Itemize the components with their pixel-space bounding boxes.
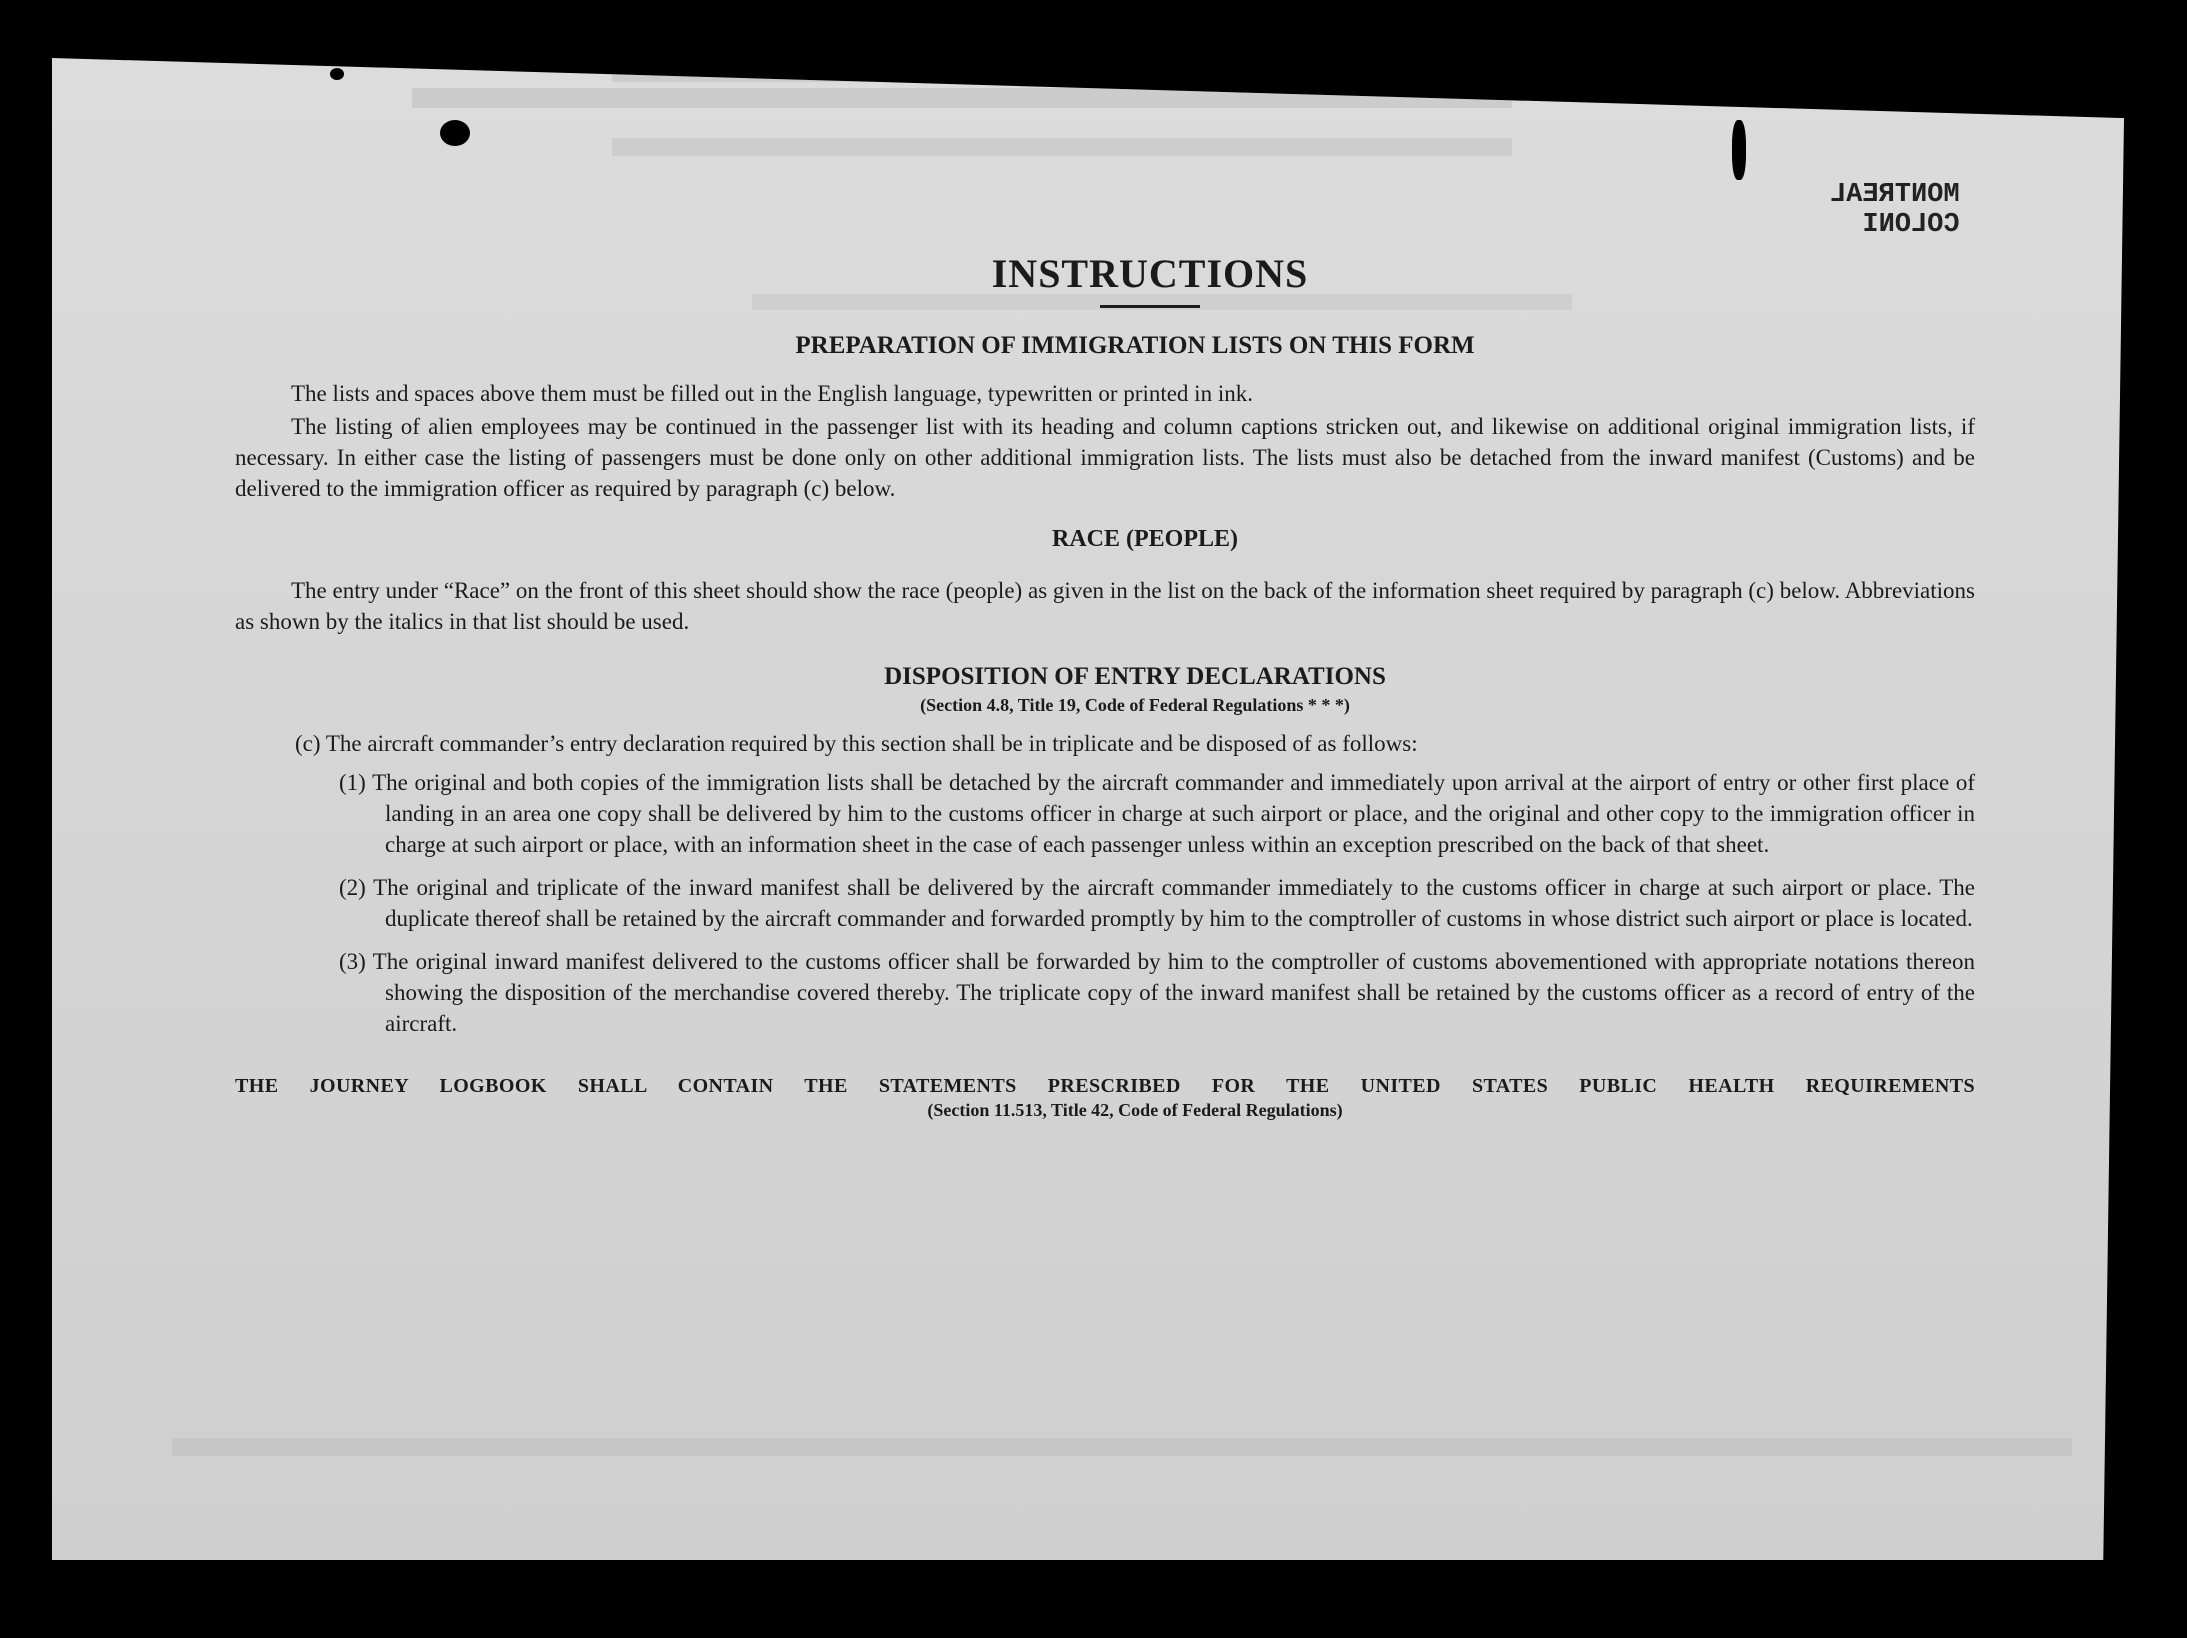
bleed-through-mark <box>172 1438 2072 1456</box>
section-heading-race: RACE (PEOPLE) <box>1052 526 1238 552</box>
mirrored-stamp <box>1830 180 1960 240</box>
instructions-content <box>235 250 1975 1121</box>
title-underline <box>1100 305 1200 308</box>
paragraph-race-entry: The entry under “Race” on the front of this sheet should show the race (people) as given in the list on the back of the information sheet required by paragraph (c) below. Abbreviations as shown by the italics in that list should be used. <box>235 578 1975 634</box>
paragraph-c-intro: (c) The aircraft commander’s entry declaration required by this section shall be in triplicate and be disposed of as follows: <box>295 731 1418 756</box>
stamp-line-1: MONTREAL <box>1830 180 1960 210</box>
footer-heading: THE JOURNEY LOGBOOK SHALL CONTAIN THE STATEMENTS PRESCRIBED FOR THE UNITED STATES PUBLIC HEALTH REQUIREMENTS <box>235 1075 1975 1097</box>
bleed-through-mark <box>412 88 1512 108</box>
section-heading-disposition: DISPOSITION OF ENTRY DECLARATIONS <box>884 663 1386 690</box>
page-title: INSTRUCTIONS <box>991 251 1309 296</box>
paragraph-english-language: The lists and spaces above them must be filled out in the English language, typewritten or printed in ink. <box>291 381 1253 406</box>
list-item: (3) The original inward manifest delivered to the customs officer shall be forwarded by him to the comptroller of customs abovementioned with appropriate notations thereon showing the disposition of the merchandise covered thereby. The triplicate copy of the inward manifest shall be retained by the customs officer as a record of entry of the aircraft. <box>339 949 1975 1036</box>
list-item: (1) The original and both copies of the immigration lists shall be detached by the aircraft commander and immediately upon arrival at the airport of entry or other first place of landing in an area one copy shall be delivered by him to the customs officer in charge at such airport or place, and the original and other copy to the immigration officer in charge at such airport or place, with an information sheet in the case of each passenger unless within an exception prescribed on the back of that sheet. <box>339 770 1975 857</box>
bleed-through-mark <box>612 138 1512 156</box>
list-item: (2) The original and triplicate of the inward manifest shall be delivered by the aircraft commander immediately to the customs officer in charge at such airport or place. The duplicate thereof shall be retained by the aircraft commander and forwarded promptly by him to the comptroller of customs in whose district such airport or place is located. <box>339 875 1975 931</box>
citation-title-42: (Section 11.513, Title 42, Code of Federal Regulations) <box>927 1100 1343 1120</box>
citation-title-19: (Section 4.8, Title 19, Code of Federal Regulations * * *) <box>920 695 1350 715</box>
paragraph-alien-employees: The listing of alien employees may be continued in the passenger list with its heading and column captions stricken out, and likewise on additional original immigration lists, if necessary. In either case the listing of passengers must be done only on other additional immigration lists. The lists must also be detached from the inward manifest (Customs) and be delivered to the immigration officer as required by paragraph (c) below. <box>235 414 1975 501</box>
section-heading-preparation: PREPARATION OF IMMIGRATION LISTS ON THIS FORM <box>795 332 1475 359</box>
stamp-line-2: COLONI <box>1862 210 1960 240</box>
bleed-through-mark <box>612 64 1032 82</box>
paper-hole <box>440 120 470 146</box>
paper-hole <box>1732 120 1746 180</box>
paper-hole <box>330 68 344 80</box>
